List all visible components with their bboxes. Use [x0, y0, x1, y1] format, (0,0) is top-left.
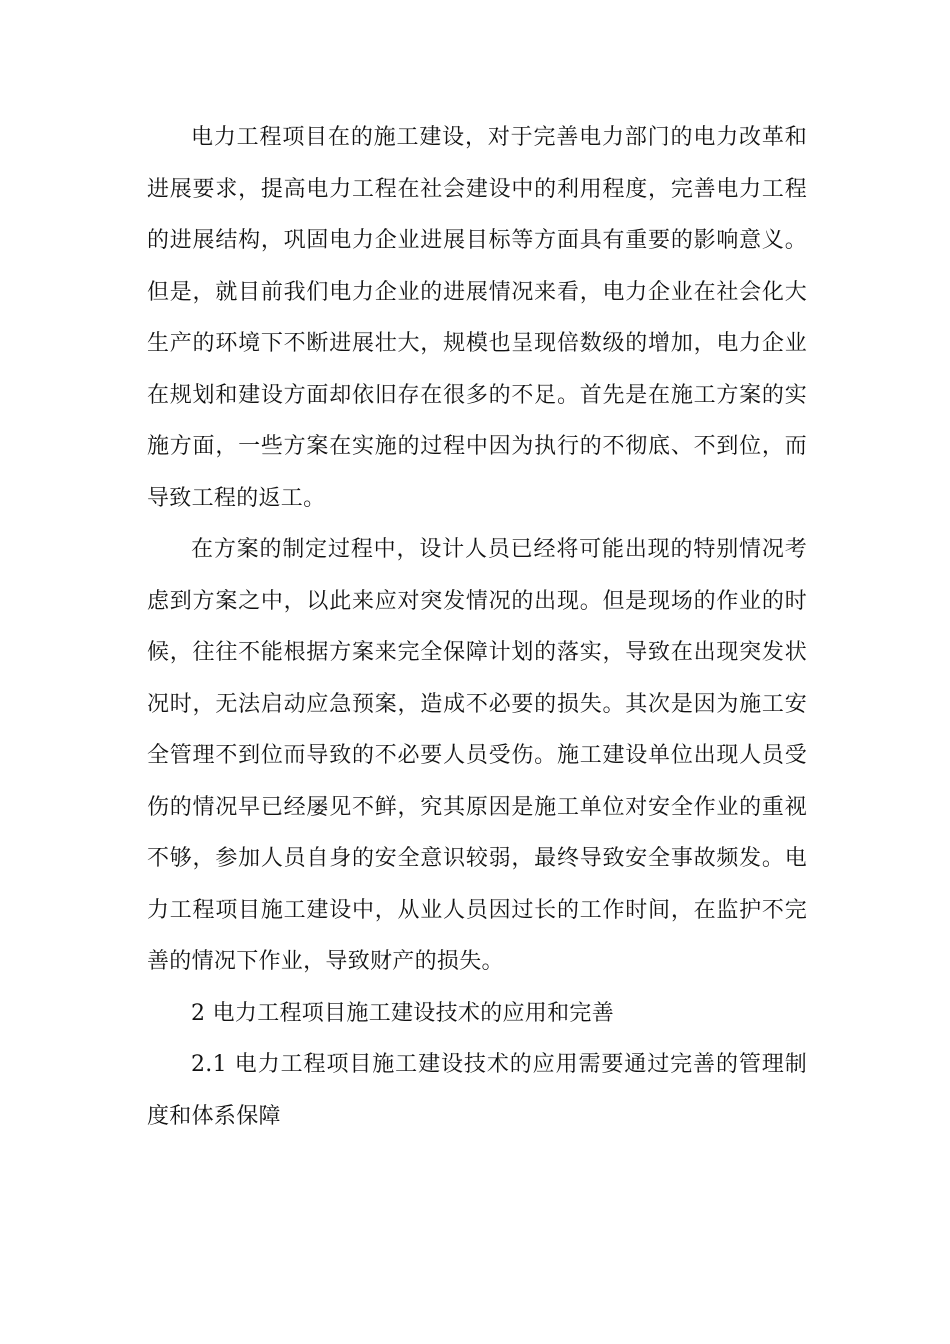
paragraph-intro: 电力工程项目在的施工建设，对于完善电力部门的电力改革和进展要求，提高电力工程在社会建设中的利用程度，完善电力工程的进展结构，巩固电力企业进展目标等方面具有重要的影响意义。但是，就目前我们电力企业的进展情况来看，电力企业在社会化大生产的环境下不断进展壮大，规模也呈现倍数级的增加，电力企业在规划和建设方面却依旧存在很多的不足。首先是在施工方案的实施方面，一些方案在实施的过程中因为执行的不彻底、不到位，而导致工程的返工。: [147, 125, 807, 511]
subsection-heading-2-1: 2.1 电力工程项目施工建设技术的应用需要通过完善的管理制度和体系保障: [147, 1052, 807, 1129]
paragraph-plan-safety: 在方案的制定过程中，设计人员已经将可能出现的特别情况考虑到方案之中，以此来应对突发情况的出现。但是现场的作业的时候，往往不能根据方案来完全保障计划的落实，导致在出现突发状况时，无法启动应急预案，造成不必要的损失。其次是因为施工安全管理不到位而导致的不必要人员受伤。施工建设单位出现人员受伤的情况早已经屡见不鲜，究其原因是施工单位对安全作业的重视不够，参加人员自身的安全意识较弱，最终导致安全事故频发。电力工程项目施工建设中，从业人员因过长的工作时间，在监护不完善的情况下作业，导致财产的损失。: [147, 537, 807, 974]
section-heading-2: 2 电力工程项目施工建设技术的应用和完善: [191, 1000, 614, 1026]
document-body: [147, 112, 807, 1142]
